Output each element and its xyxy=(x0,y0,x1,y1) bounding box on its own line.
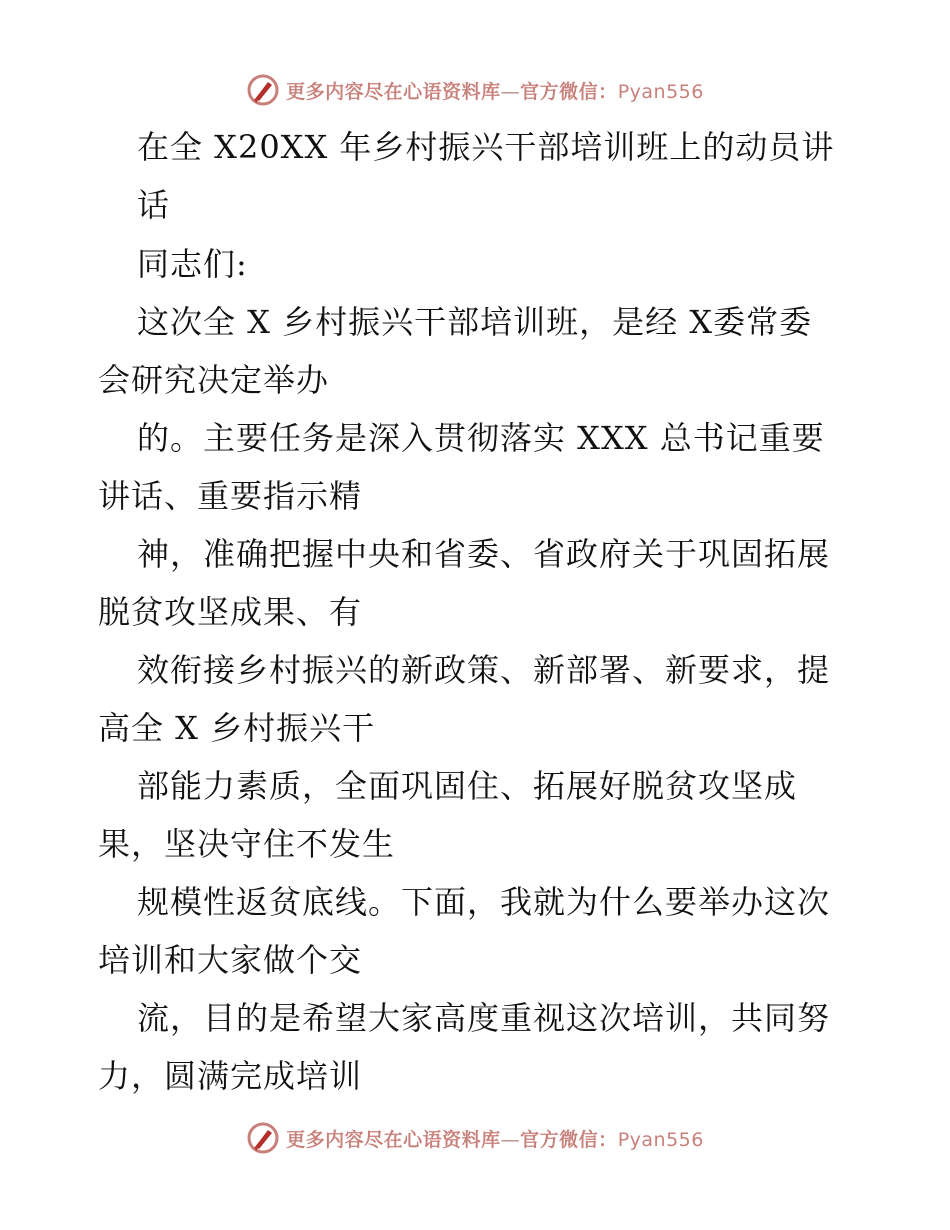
paragraph-line: 神，准确把握中央和省委、省政府关于巩固拓展 xyxy=(137,535,831,573)
paragraph-line: 部能力素质，全面巩固住、拓展好脱贫攻坚成 xyxy=(137,767,798,805)
paragraph-line: 规模性返贫底线。下面，我就为什么要举办这次 xyxy=(137,883,831,921)
document-title-line-2: 话 xyxy=(137,186,171,224)
paragraph-line: 脱贫攻坚成果、有 xyxy=(98,593,363,631)
watermark-text: 更多内容尽在心语资料库—官方微信：Pyan556 xyxy=(286,1128,704,1151)
paragraph-line: 流，目的是希望大家高度重视这次培训，共同努 xyxy=(137,999,831,1037)
document-title-line-1: 在全 X20XX 年乡村振兴干部培训班上的动员讲 xyxy=(137,128,835,166)
paragraph-line: 果，坚决守住不发生 xyxy=(98,825,396,863)
watermark-text: 更多内容尽在心语资料库—官方微信：Pyan556 xyxy=(286,80,704,103)
paragraph-line: 讲话、重要指示精 xyxy=(98,477,363,515)
paragraph-line: 高全 X 乡村振兴干 xyxy=(98,709,376,747)
paragraph-line: 力，圆满完成培训 xyxy=(98,1057,363,1095)
paragraph-line: 效衔接乡村振兴的新政策、新部署、新要求，提 xyxy=(137,651,831,689)
quill-pen-circle-icon xyxy=(246,1121,280,1155)
paragraph-line: 培训和大家做个交 xyxy=(98,941,363,979)
salutation: 同志们: xyxy=(137,245,248,283)
watermark-banner-bottom xyxy=(0,1118,950,1158)
paragraph-line: 会研究决定举办 xyxy=(98,361,330,399)
paragraph-line: 这次全 X 乡村振兴干部培训班，是经 X委常委 xyxy=(137,303,813,341)
paragraph-line: 的。主要任务是深入贯彻落实 XXX 总书记重要 xyxy=(137,419,825,457)
